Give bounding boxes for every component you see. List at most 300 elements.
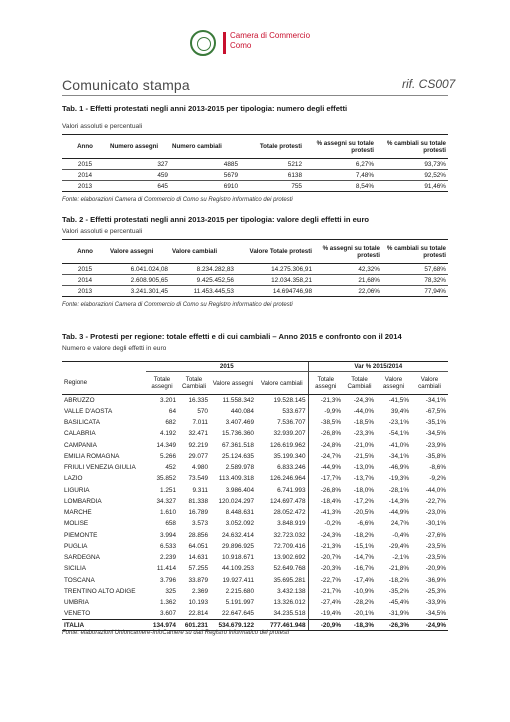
table-cell: 440.084	[230, 407, 254, 415]
table-cell: 21,68%	[314, 275, 382, 286]
table-cell: TOSCANA	[64, 576, 95, 584]
table-cell: EMILIA ROMAGNA	[64, 452, 120, 460]
table-cell: -30,1%	[425, 520, 447, 528]
table-cell: -15,1%	[353, 542, 375, 550]
document-reference: rif. CS007	[402, 77, 456, 91]
table-cell: 3.986.404	[225, 486, 254, 494]
table-cell: -44,0%	[353, 407, 375, 415]
table-cell: -23,1%	[388, 419, 410, 427]
table-cell: -35,2%	[388, 587, 410, 595]
table-cell: 5679	[170, 170, 240, 181]
table-cell: 42,32%	[358, 265, 380, 273]
table-cell: 6910	[170, 181, 240, 192]
table-cell: TRENTINO ALTO ADIGE	[64, 587, 136, 595]
table-cell: -18,5%	[353, 419, 375, 427]
tab2-col-valore-totale: Valore Totale protesti	[236, 240, 314, 264]
table-cell: 126.619.962	[269, 441, 306, 449]
tab1-col-anno: Anno	[62, 135, 108, 159]
table-cell: 3.796	[160, 576, 176, 584]
table-cell: 4885	[223, 160, 238, 168]
table-cell: 72.709.416	[273, 542, 306, 550]
table-row	[62, 575, 448, 586]
table-cell: 4.980	[192, 464, 208, 472]
table-cell: 22.647.645	[222, 610, 254, 618]
table-row	[62, 286, 448, 297]
table-cell: 755	[240, 181, 304, 192]
table-cell: PUGLIA	[64, 542, 88, 550]
tab3-col-totale-cambiali: Totale Cambiali	[178, 372, 210, 395]
table-cell: BASILICATA	[64, 419, 100, 427]
table-cell: 14.631	[188, 554, 208, 562]
table-cell: 3.607	[160, 610, 176, 618]
table-cell: 10.193	[188, 599, 208, 607]
tab3-group-row	[62, 362, 448, 372]
tab1-col-numero-cambiali: Numero cambiali	[170, 135, 240, 159]
table-cell: 1.251	[160, 486, 176, 494]
table-cell: 73.549	[188, 475, 208, 483]
table-cell: -34,5%	[425, 430, 447, 438]
table-row	[62, 473, 448, 484]
table-cell: 8.234.282,83	[196, 265, 234, 273]
table-cell: 5.266	[160, 452, 176, 460]
table-cell: -31,9%	[388, 610, 410, 618]
table-cell: 12.034.358,21	[236, 275, 314, 286]
table-cell: 120.024.297	[218, 497, 254, 505]
table-cell: -23,5%	[425, 554, 447, 562]
table-cell: 32.471	[188, 430, 208, 438]
table-cell: 2014	[62, 170, 108, 181]
table-cell: 777.461.948	[256, 620, 308, 631]
table-cell: 11.414	[156, 565, 176, 573]
table-row	[62, 597, 448, 608]
tab1-source: Fonte: elaborazioni Camera di Commercio di Como su Registro informatico dei protesti	[62, 197, 293, 203]
table-cell: 459	[108, 170, 170, 181]
table-cell: 15.736.360	[222, 430, 254, 438]
table-cell: -35,1%	[425, 419, 447, 427]
tab3-col-var-totale-cambiali: Totale Cambiali	[343, 372, 376, 395]
table-row	[62, 417, 448, 428]
table-cell: 14.349	[156, 441, 176, 449]
table-cell: -22,7%	[425, 497, 447, 505]
table-cell: 452	[165, 464, 176, 472]
table-cell: -45,4%	[388, 599, 410, 607]
tab2-col-anno: Anno	[62, 240, 108, 264]
table-cell: 2013	[62, 181, 108, 192]
table-cell: LIGURIA	[64, 486, 90, 494]
table-cell: -26,8%	[308, 485, 343, 496]
table-cell: 92.219	[188, 441, 208, 449]
table-cell: 325	[165, 587, 176, 595]
table-cell: 5212	[287, 160, 302, 168]
table-cell: -13,0%	[353, 464, 375, 472]
table-cell: 13.326.012	[273, 599, 306, 607]
table-cell: -9,2%	[429, 475, 447, 483]
table-cell: 91,46%	[376, 181, 448, 192]
tab2-table	[62, 239, 448, 297]
table-cell: 35.852	[156, 475, 176, 483]
table-cell: -17,4%	[353, 576, 375, 584]
document-title: Comunicato stampa	[62, 77, 190, 93]
tab3-title: Tab. 3 - Protesti per regione: totale effetti e di cui cambiali – Anno 2015 e confronto con il 2014	[62, 332, 402, 341]
table-cell: -6,6%	[357, 520, 375, 528]
table-cell: 2.239	[160, 554, 176, 562]
table-cell: 7.536.707	[277, 419, 306, 427]
table-cell: 8,54%	[304, 181, 376, 192]
table-row	[62, 608, 448, 619]
table-cell: 5.191.997	[225, 599, 254, 607]
tab3-group-var: Var % 2015/2014	[308, 362, 448, 372]
table-cell: 570	[197, 407, 208, 415]
tab3-col-regione: Regione	[62, 372, 146, 395]
table-cell: -20,9%	[308, 620, 343, 631]
tab1-col-pct-assegni: % assegni su totale protesti	[304, 135, 376, 159]
table-row	[62, 563, 448, 574]
table-cell: 6.533	[160, 542, 176, 550]
table-cell: -26,8%	[308, 428, 343, 439]
table-cell: -33,9%	[425, 599, 447, 607]
table-cell: -67,5%	[425, 407, 447, 415]
tab2-col-valore-assegni: Valore assegni	[108, 240, 170, 264]
table-cell: 19.528.145	[273, 396, 306, 404]
table-cell: 29.077	[188, 452, 208, 460]
table-cell: LAZIO	[64, 475, 83, 483]
tab3-group-2015: 2015	[146, 362, 308, 372]
table-cell: 35.695.281	[273, 576, 306, 584]
table-cell: 57.255	[188, 565, 208, 573]
table-cell: -34,1%	[425, 396, 447, 404]
table-cell: -20,5%	[353, 509, 375, 517]
table-cell: -10,9%	[353, 587, 375, 595]
table-row	[62, 586, 448, 597]
tab2-col-valore-cambiali: Valore cambiali	[170, 240, 236, 264]
table-cell: 3.241.301,45	[108, 286, 170, 297]
tab1-subtitle: Valori assoluti e percentuali	[62, 123, 143, 130]
table-cell: 533.677	[282, 407, 306, 415]
table-cell: 6.041.024,08	[130, 265, 168, 273]
table-row	[62, 395, 448, 406]
table-cell: -21,7%	[308, 586, 343, 597]
tab3-col-valore-cambiali: Valore cambiali	[256, 372, 308, 395]
tab3-col-var-valore-cambiali: Valore cambiali	[411, 372, 448, 395]
table-cell: 35.199.340	[273, 452, 306, 460]
table-cell: 2013	[62, 286, 108, 297]
table-row	[62, 440, 448, 451]
table-cell: 32.939.207	[273, 430, 306, 438]
table-cell: 6.741.993	[277, 486, 306, 494]
table-cell: -27,6%	[425, 531, 447, 539]
table-cell: 113.409.318	[218, 475, 254, 483]
table-cell: 3.407.469	[225, 419, 254, 427]
table-cell: 10.918.671	[222, 554, 254, 562]
table-total-row	[62, 620, 448, 631]
header-divider	[62, 95, 448, 96]
logo-line1: Camera di Commercio	[230, 31, 311, 40]
table-cell: 601.231	[178, 620, 210, 631]
table-cell: -23,3%	[353, 430, 375, 438]
table-cell: 25.124.635	[222, 452, 254, 460]
table-cell: 134.974	[146, 620, 178, 631]
table-cell: VENETO	[64, 610, 91, 618]
table-cell: -36,9%	[425, 576, 447, 584]
table-cell: 3.052.092	[225, 520, 254, 528]
table-cell: -14,7%	[353, 554, 375, 562]
table-row	[62, 264, 448, 275]
table-cell: 6,27%	[355, 160, 374, 168]
table-row	[62, 159, 448, 170]
table-row	[62, 406, 448, 417]
table-cell: -0,4%	[392, 531, 410, 539]
tab3-header-row	[62, 372, 448, 395]
table-cell: -24,3%	[353, 396, 375, 404]
table-cell: -14,3%	[388, 497, 410, 505]
tab1-table	[62, 134, 448, 192]
table-cell: 7,48%	[304, 170, 376, 181]
table-row	[62, 462, 448, 473]
table-cell: 658	[165, 520, 176, 528]
logo-accent-bar	[223, 32, 226, 54]
table-cell: 67.361.518	[222, 441, 254, 449]
table-row	[62, 170, 448, 181]
table-cell: -9,9%	[308, 406, 343, 417]
table-cell: 39,4%	[390, 407, 410, 415]
table-cell: FRIULI VENEZIA GIULIA	[64, 464, 136, 472]
table-cell: -20,3%	[308, 563, 343, 574]
table-cell: 3.994	[160, 531, 176, 539]
table-cell: -23,0%	[425, 509, 447, 517]
table-cell: -23,9%	[425, 441, 447, 449]
table-row	[62, 518, 448, 529]
table-cell: 64	[168, 407, 176, 415]
logo-line2: Como	[230, 41, 252, 50]
table-cell: 1.610	[160, 509, 176, 517]
table-row	[62, 428, 448, 439]
table-cell: SICILIA	[64, 565, 87, 573]
table-cell: 6.833.246	[277, 464, 306, 472]
table-cell: 81.338	[188, 497, 208, 505]
table-cell: 16.335	[188, 396, 208, 404]
table-cell: -38,5%	[308, 417, 343, 428]
tab3-subtitle: Numero e valore degli effetti in euro	[62, 345, 167, 352]
table-cell: CALABRIA	[64, 430, 96, 438]
table-cell: -18,3%	[343, 620, 376, 631]
table-cell: 3.573	[192, 520, 208, 528]
table-cell: -44,0%	[425, 486, 447, 494]
tab2-source: Fonte: elaborazioni Camera di Commercio di Como su Registro informatico dei protesti	[62, 302, 293, 308]
table-cell: 93,73%	[424, 160, 446, 168]
table-cell: -21,8%	[388, 565, 410, 573]
table-cell: 645	[108, 181, 170, 192]
table-cell: 64.051	[188, 542, 208, 550]
table-cell: -35,8%	[425, 452, 447, 460]
table-cell: 19.927.411	[222, 576, 254, 584]
table-cell: -41,5%	[388, 396, 410, 404]
table-cell: 3.201	[160, 396, 176, 404]
table-row	[62, 507, 448, 518]
tab1-title: Tab. 1 - Effetti protestati negli anni 2013-2015 per tipologia: numero degli effetti	[62, 104, 348, 113]
table-cell: -44,9%	[388, 509, 410, 517]
table-cell: MOLISE	[64, 520, 89, 528]
table-cell: SARDEGNA	[64, 554, 100, 562]
table-row	[62, 181, 448, 192]
tab3-source: Fonte: elaborazioni Unioncamere-InfoCamere su dati Registro informatico dei protesti	[62, 630, 290, 636]
tab2-col-pct-assegni: % assegni su totale protesti	[314, 240, 382, 264]
table-cell: -24,9%	[411, 620, 448, 631]
table-cell: LOMBARDIA	[64, 497, 102, 505]
table-cell: 2.608.905,65	[108, 275, 170, 286]
table-cell: MARCHE	[64, 509, 92, 517]
table-cell: 44.109.253	[222, 565, 254, 573]
table-cell: -8,6%	[429, 464, 447, 472]
table-cell: -21,0%	[353, 441, 375, 449]
table-cell: -46,9%	[388, 464, 410, 472]
table-cell: 2014	[62, 275, 108, 286]
table-cell: 22,06%	[314, 286, 382, 297]
tab1-col-pct-cambiali: % cambiali su totale protesti	[376, 135, 448, 159]
tab2-subtitle: Valori assoluti e percentuali	[62, 228, 143, 235]
table-row	[62, 541, 448, 552]
table-cell: 34.235.518	[273, 610, 306, 618]
table-cell: -2,1%	[392, 554, 410, 562]
table-row	[62, 451, 448, 462]
table-cell: 32.723.032	[273, 531, 306, 539]
tab3-col-valore-assegni: Valore assegni	[210, 372, 256, 395]
table-cell: -34,5%	[425, 610, 447, 618]
table-cell: 124.697.478	[269, 497, 306, 505]
table-cell: 682	[165, 419, 176, 427]
table-cell: -41,0%	[388, 441, 410, 449]
table-cell: 2.215.680	[225, 587, 254, 595]
table-cell: -16,7%	[353, 565, 375, 573]
table-cell: -20,9%	[425, 565, 447, 573]
table-cell: -17,2%	[353, 497, 375, 505]
table-row	[62, 530, 448, 541]
table-cell: UMBRIA	[64, 599, 89, 607]
table-cell: 11.558.342	[222, 396, 254, 404]
table-cell: -13,7%	[353, 475, 375, 483]
table-cell: -24,8%	[308, 440, 343, 451]
table-cell: 2015	[77, 160, 93, 168]
table-cell: 4.192	[160, 430, 176, 438]
table-cell: 1.362	[160, 599, 176, 607]
table-cell: 9.425.452,56	[170, 275, 236, 286]
table-cell: -21,3%	[308, 541, 343, 552]
table-cell: 52.649.768	[273, 565, 306, 573]
table-cell: 8.448.631	[225, 509, 254, 517]
table-cell: -29,4%	[388, 542, 410, 550]
tab2-header-row	[62, 240, 448, 264]
table-cell: 28.856	[188, 531, 208, 539]
table-row	[62, 485, 448, 496]
tab3-col-var-totale-assegni: Totale assegni	[308, 372, 343, 395]
tab3-table	[62, 361, 448, 631]
table-cell: -20,7%	[308, 552, 343, 563]
table-cell: 57,68%	[424, 265, 446, 273]
table-cell: 14.694746,98	[236, 286, 314, 297]
table-cell: 534.679.122	[210, 620, 256, 631]
table-row	[62, 496, 448, 507]
table-cell: 24,7%	[390, 520, 410, 528]
table-cell: 9.311	[192, 486, 208, 494]
tab1-col-numero-assegni: Numero assegni	[108, 135, 170, 159]
tab2-col-pct-cambiali: % cambiali su totale protesti	[382, 240, 448, 264]
tab1-col-totale-protesti: Totale protesti	[240, 135, 304, 159]
table-cell: PIEMONTE	[64, 531, 98, 539]
table-cell: 22.814	[188, 610, 208, 618]
table-cell: -22,7%	[308, 575, 343, 586]
table-cell: 77,94%	[382, 286, 448, 297]
table-cell: 11.453.445,53	[170, 286, 236, 297]
table-cell: -18,4%	[308, 496, 343, 507]
table-cell: 34.327	[156, 497, 176, 505]
table-cell: -44,9%	[308, 462, 343, 473]
table-cell: 327	[157, 160, 168, 168]
table-cell: -0,2%	[308, 518, 343, 529]
tab2-title: Tab. 2 - Effetti protestati negli anni 2013-2015 per tipologia: valore degli effetti in euro	[62, 215, 370, 224]
table-cell: -34,1%	[388, 452, 410, 460]
tab1-header-row	[62, 135, 448, 159]
tab3-col-totale-assegni: Totale assegni	[146, 372, 178, 395]
table-cell: -28,1%	[388, 486, 410, 494]
table-cell: -20,1%	[353, 610, 375, 618]
table-cell: VALLE D'AOSTA	[64, 407, 113, 415]
table-cell: 92,52%	[376, 170, 448, 181]
table-cell: -18,0%	[353, 486, 375, 494]
table-row	[62, 275, 448, 286]
table-cell: -24,7%	[308, 451, 343, 462]
table-cell: 28.052.472	[273, 509, 306, 517]
table-cell: 2015	[77, 265, 93, 273]
table-cell: ITALIA	[62, 620, 146, 631]
logo-text	[230, 31, 310, 51]
table-cell: -18,2%	[353, 531, 375, 539]
table-cell: 3.432.138	[277, 587, 306, 595]
table-cell: -21,3%	[308, 395, 343, 406]
table-cell: -19,3%	[388, 475, 410, 483]
table-cell: 3.848.919	[277, 520, 306, 528]
table-cell: 78,32%	[382, 275, 448, 286]
chamber-seal-icon	[190, 30, 216, 56]
table-row	[62, 552, 448, 563]
table-cell: -27,4%	[308, 597, 343, 608]
table-cell: 6138	[240, 170, 304, 181]
table-cell: 2.369	[192, 587, 208, 595]
table-cell: 13.902.692	[273, 554, 306, 562]
table-cell: -21,5%	[353, 452, 375, 460]
table-cell: 16.789	[188, 509, 208, 517]
table-cell: 126.246.964	[269, 475, 306, 483]
table-cell: 33.879	[188, 576, 208, 584]
table-cell: ABRUZZO	[64, 396, 95, 404]
chamber-logo	[190, 30, 350, 64]
table-cell: 14.275.306,91	[271, 265, 312, 273]
table-cell: 2.589.978	[225, 464, 254, 472]
table-cell: 7.011	[192, 419, 208, 427]
table-cell: -19,4%	[308, 608, 343, 619]
table-cell: 29.896.925	[222, 542, 254, 550]
table-cell: -54,1%	[388, 430, 410, 438]
table-cell: 24.632.414	[222, 531, 254, 539]
table-cell: -25,3%	[425, 587, 447, 595]
table-cell: -28,2%	[353, 599, 375, 607]
table-cell: -23,5%	[425, 542, 447, 550]
table-cell: -17,7%	[308, 473, 343, 484]
tab3-col-var-valore-assegni: Valore assegni	[376, 372, 411, 395]
table-cell: -41,3%	[308, 507, 343, 518]
table-cell: -24,3%	[308, 530, 343, 541]
table-cell: -26,3%	[376, 620, 411, 631]
table-cell: CAMPANIA	[64, 441, 97, 449]
table-cell: -18,2%	[388, 576, 410, 584]
